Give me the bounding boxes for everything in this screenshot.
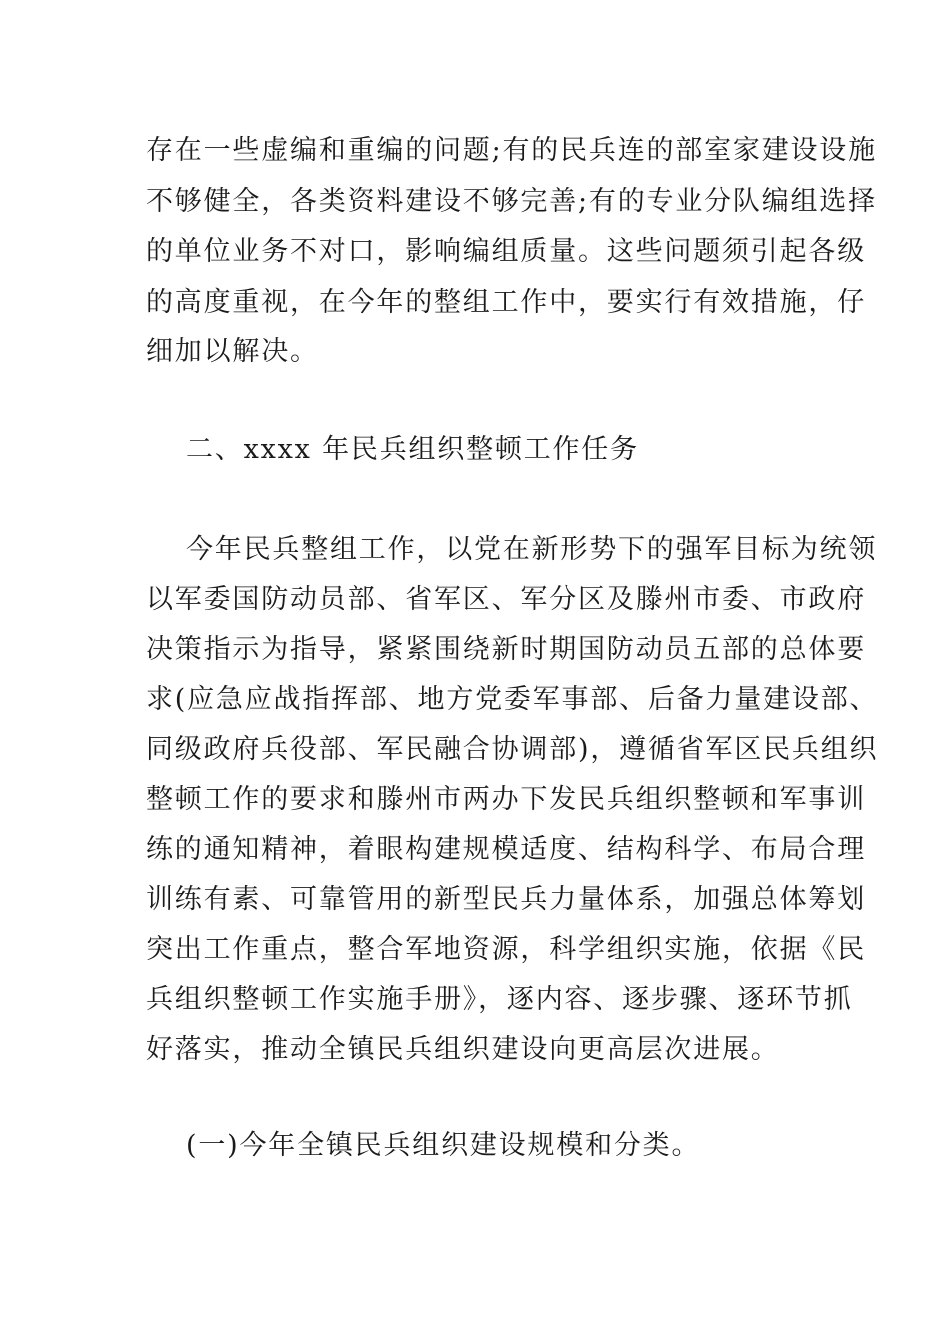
- text-line: 今年民兵整组工作，以党在新形势下的强军目标为统领: [186, 534, 878, 565]
- text-line: 决策指示为指导，紧紧围绕新时期国防动员五部的总体要: [146, 634, 866, 665]
- text-line: 求(应急应战指挥部、地方党委军事部、后备力量建设部、: [146, 684, 879, 715]
- text-line: 以军委国防动员部、省军区、军分区及滕州市委、市政府: [146, 584, 866, 615]
- text-line: 同级政府兵役部、军民融合协调部)，遵循省军区民兵组织: [146, 734, 879, 765]
- text-line: 好落实，推动全镇民兵组织建设向更高层次进展。: [146, 1034, 780, 1065]
- text-line: 练的通知精神，着眼构建规模适度、结构科学、布局合理: [146, 834, 866, 865]
- subsection-heading: (一)今年全镇民兵组织建设规模和分类。: [186, 1130, 701, 1161]
- text-line: 兵组织整顿工作实施手册》，逐内容、逐步骤、逐环节抓: [146, 984, 853, 1015]
- text-line: 存在一些虚编和重编的问题;有的民兵连的部室家建设设施: [146, 135, 877, 166]
- text-line: 训练有素、可靠管用的新型民兵力量体系，加强总体筹划: [146, 884, 866, 915]
- text-line: 整顿工作的要求和滕州市两办下发民兵组织整顿和军事训: [146, 784, 866, 815]
- text-line: 不够健全，各类资料建设不够完善;有的专业分队编组选择: [146, 186, 877, 217]
- section-heading: 二、xxxx 年民兵组织整顿工作任务: [186, 434, 639, 465]
- text-line: 的单位业务不对口，影响编组质量。这些问题须引起各级: [146, 236, 866, 267]
- text-line: 的高度重视，在今年的整组工作中，要实行有效措施，仔: [146, 287, 866, 318]
- text-line: 突出工作重点，整合军地资源，科学组织实施，依据《民: [146, 934, 866, 965]
- text-line: 细加以解决。: [146, 336, 319, 367]
